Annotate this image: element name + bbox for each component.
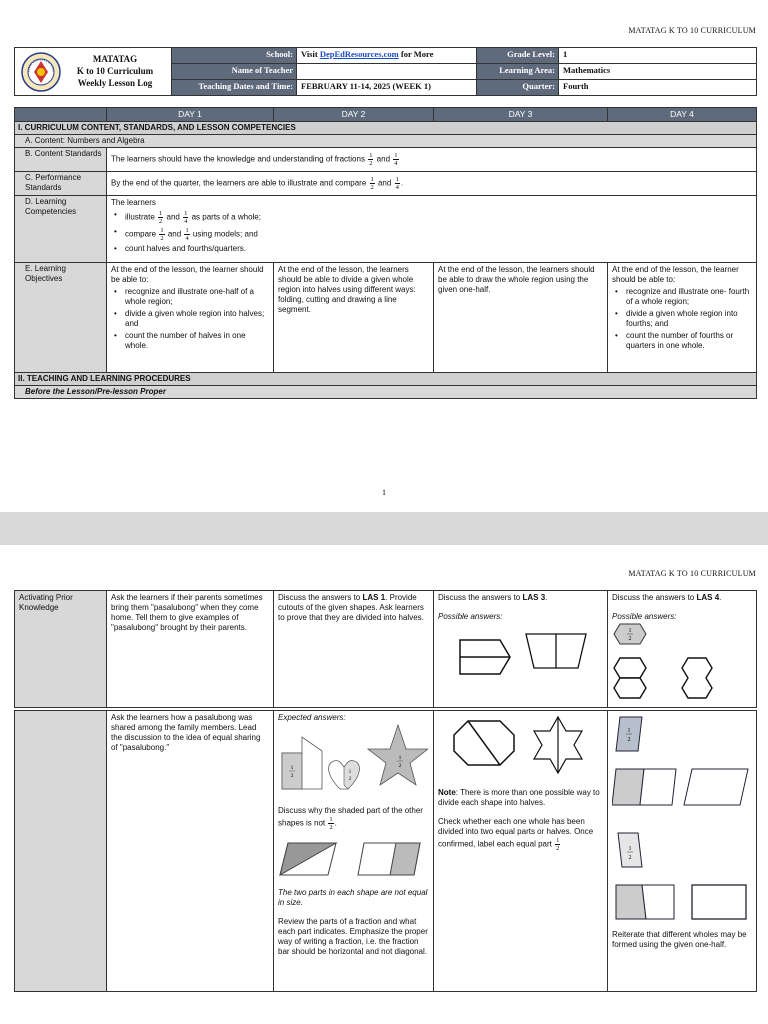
objective-item: • count the number of halves in one whole. xyxy=(111,331,269,351)
page-2 xyxy=(0,545,768,1024)
objective-item: • divide a given whole region into halves; and xyxy=(111,309,269,329)
content-standards-text xyxy=(107,147,757,171)
school-label: School: xyxy=(172,48,297,64)
octagon-star-figure xyxy=(438,715,598,775)
grade-value: 1 xyxy=(559,48,757,64)
shapes-halves-figure xyxy=(438,630,598,678)
svg-text:1: 1 xyxy=(348,770,352,775)
objectives-day3: At the end of the lesson, the learners should be able to draw the whole region using the given one-half. xyxy=(434,262,608,372)
activating-prior-label: Activating Prior Knowledge xyxy=(15,591,107,708)
performance-standards-text: By the end of the quarter, the learners are able to illustrate and compare $\frac{1}{2}$ and $\frac{1}{4}$ . xyxy=(107,171,757,195)
day1-header: DAY 1 xyxy=(107,108,274,122)
svg-text:2: 2 xyxy=(628,855,632,861)
teacher-label: Name of Teacher xyxy=(172,64,297,80)
fraction-half: $\frac{1}{2}$ xyxy=(369,151,373,167)
and-text: and xyxy=(376,154,391,164)
school-prefix: Visit xyxy=(301,49,320,59)
day2-header: DAY 2 xyxy=(274,108,434,122)
competency-item: • illustrate $\frac{1}{2}$ and $\frac{1}{4}$ as parts of a whole; xyxy=(111,210,752,225)
quarter-label: Quarter: xyxy=(477,80,559,96)
svg-text:1: 1 xyxy=(628,628,632,634)
obj-day1-intro: At the end of the lesson, the learner should be able to: xyxy=(111,264,264,284)
svg-text:2: 2 xyxy=(348,777,352,782)
apk-day3: Discuss the answers to LAS 3. Possible answers: xyxy=(434,591,608,708)
deped-seal-icon xyxy=(21,52,61,92)
competency-item: • count halves and fourths/quarters. xyxy=(111,244,752,254)
apk-day1: Ask the learners if their parents sometimes bring them "pasalubong" when they come home. Tell them to give examples of "pasalubong" brought by their parents. xyxy=(107,591,274,708)
area-label: Learning Area: xyxy=(477,64,559,80)
expected-shapes-figure xyxy=(278,723,428,793)
svg-text:1: 1 xyxy=(628,846,632,852)
teacher-value xyxy=(297,64,477,80)
and-text: and xyxy=(377,178,392,188)
svg-text:1: 1 xyxy=(290,765,294,771)
content-standards-label: B. Content Standards xyxy=(15,147,107,171)
depedresources-link[interactable]: DepEdResources.com xyxy=(319,49,399,59)
svg-text:2: 2 xyxy=(627,737,631,743)
objectives-day1 xyxy=(107,262,274,372)
performance-standards-label: C. Performance Standards xyxy=(15,171,107,195)
competencies-intro: The learners xyxy=(111,197,156,207)
learning-competencies-text xyxy=(107,195,757,262)
title-line1: MATATAG xyxy=(92,54,138,64)
dates-label: Teaching Dates and Time: xyxy=(172,80,297,96)
learning-competencies-label: D. Learning Competencies xyxy=(15,195,107,262)
unequal-shapes-figure xyxy=(278,839,428,879)
dates-value: FEBRUARY 11-14, 2025 (WEEK 1) xyxy=(297,80,477,96)
objective-item: • count the number of fourths or quarters in one whole. xyxy=(612,331,752,351)
day4-header: DAY 4 xyxy=(608,108,757,122)
objectives-day2: At the end of the lesson, the learners should be able to divide a given whole region into halves using different ways: folding, cutting and drawing a line segment. xyxy=(274,262,434,372)
before-lesson-heading: Before the Lesson/Pre-lesson Proper xyxy=(15,385,757,398)
b-text: The learners should have the knowledge and understanding of fractions xyxy=(111,154,365,164)
title-line3: Weekly Lesson Log xyxy=(77,78,153,88)
corner-header xyxy=(15,108,107,122)
fraction-half: $\frac{1}{2}$ xyxy=(370,175,374,191)
row2-label xyxy=(15,711,107,992)
section1-title: I. CURRICULUM CONTENT, STANDARDS, AND LESSON COMPETENCIES xyxy=(15,121,757,134)
svg-text:2: 2 xyxy=(398,763,402,769)
r2-day1: Ask the learners how a pasalubong was shared among the family members. Lead the discussion to the idea of equal sharing of "pasalubong." xyxy=(107,711,274,992)
apk-day4: Discuss the answers to LAS 4. Possible answers: 1 2 xyxy=(608,591,757,708)
page-number: 1 xyxy=(381,487,387,497)
competency-item: • compare $\frac{1}{2}$ and $\frac{1}{4}$ using models; and xyxy=(111,227,752,242)
fraction-fourth: $\frac{1}{4}$ xyxy=(394,151,398,167)
objectives-day4 xyxy=(608,262,757,372)
wholes-from-half-figure xyxy=(612,713,752,925)
objective-item: • recognize and illustrate one- fourth of a whole region; xyxy=(612,287,752,307)
objective-item: • recognize and illustrate one-half of a whole region; xyxy=(111,287,269,307)
r2-day4: 1 2 1 2 Reiterate that different wholes may be formed using the given one-half. xyxy=(608,711,757,992)
section2-title: II. TEACHING AND LEARNING PROCEDURES xyxy=(15,372,757,385)
content-a: A. Content: Numbers and Algebra xyxy=(15,134,757,147)
svg-text:2: 2 xyxy=(290,773,294,779)
curriculum-header: MATATAG K TO 10 CURRICULUM xyxy=(628,26,756,35)
r2-day2: Expected answers: 1 2 1 2 1 2 Discuss why the shaded part of the other shapes is not $\frac{1}{2}$ . The two parts in each shape are not equal in size. Review the parts of a fraction and what each part indicates. Emphasize the proper way of writing a fraction, i.e. the fraction bar should be horizontal and not diagonal. xyxy=(274,711,434,992)
title-line2: K to 10 Curriculum xyxy=(76,66,154,76)
learning-objectives-label: E. Learning Objectives xyxy=(15,262,107,372)
pasalubong-table xyxy=(14,710,757,992)
svg-text:2: 2 xyxy=(628,636,632,642)
c-text: By the end of the quarter, the learners are able to illustrate and compare xyxy=(111,178,367,188)
quarter-value: Fourth xyxy=(559,80,757,96)
title-cell xyxy=(15,48,172,96)
svg-text:1: 1 xyxy=(627,728,631,734)
objective-item: • divide a given whole region into fourths; and xyxy=(612,309,752,329)
activating-prior-table xyxy=(14,590,757,708)
area-value: Mathematics xyxy=(559,64,757,80)
curriculum-header: MATATAG K TO 10 CURRICULUM xyxy=(628,569,756,578)
hexagon-halves-figure xyxy=(612,622,752,702)
apk-day2: Discuss the answers to LAS 1. Provide cutouts of the given shapes. Ask learners to prove that they are divided into halves. xyxy=(274,591,434,708)
title-block xyxy=(14,47,757,96)
svg-text:1: 1 xyxy=(398,755,402,761)
grade-label: Grade Level: xyxy=(477,48,559,64)
fraction-fourth: $\frac{1}{4}$ xyxy=(395,175,399,191)
school-value xyxy=(297,48,477,64)
r2-day3: Note: There is more than one possible way to divide each shape into halves. Check whether each one whole has been divided into two equal parts or halves. Once confirmed, label each equal part $\frac{1}{2}$ xyxy=(434,711,608,992)
day3-header: DAY 3 xyxy=(434,108,608,122)
obj-day4-intro: At the end of the lesson, the learner should be able to: xyxy=(612,264,739,284)
lesson-table xyxy=(14,107,757,399)
school-suffix: for More xyxy=(398,49,434,59)
